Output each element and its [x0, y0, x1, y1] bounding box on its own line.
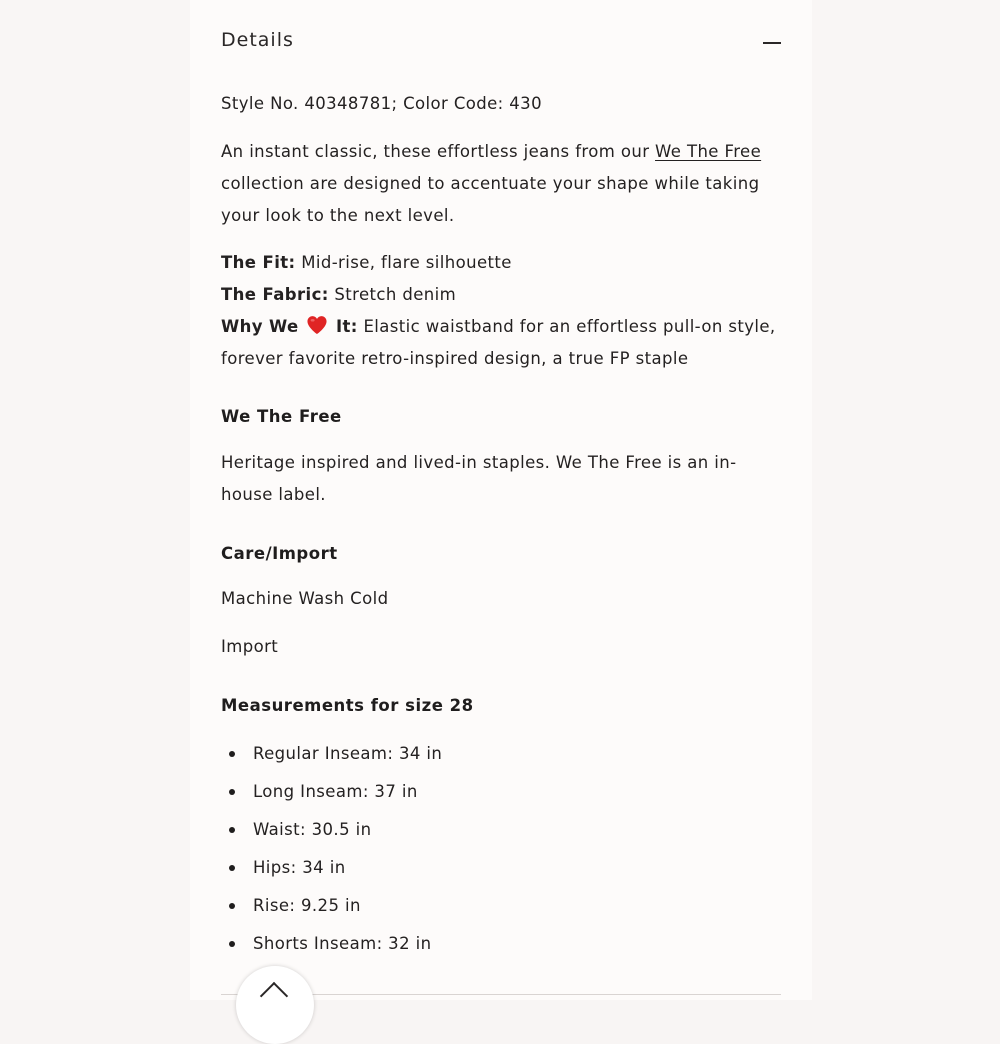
we-the-free-link[interactable]: We The Free — [655, 142, 762, 161]
why-value: Elastic waistband for an effortless pull-on style, forever favorite retro-inspired design, a true FP staple — [221, 317, 776, 368]
fabric-line — [221, 279, 456, 311]
list-item — [221, 738, 442, 776]
style-number: Style No. 40348781; Color Code: 430 — [221, 94, 542, 113]
measurement-text: Waist: 30.5 in — [253, 820, 372, 839]
care-import: Import — [221, 637, 279, 656]
bullet — [229, 827, 235, 833]
measurement-text: Regular Inseam: 34 in — [253, 744, 443, 763]
why-label-start: Why We — [221, 317, 299, 336]
description-text-end: collection are designed to accentuate your shape while taking your look to the next level. — [221, 174, 760, 225]
list-item — [221, 928, 442, 966]
details-panel — [190, 0, 812, 1000]
bullet — [229, 789, 235, 795]
measurements-heading: Measurements for size 28 — [221, 696, 474, 715]
details-title: Details — [221, 29, 294, 51]
fabric-label: The Fabric: — [221, 285, 329, 304]
list-item — [221, 814, 442, 852]
product-description — [221, 136, 781, 232]
measurement-text: Hips: 34 in — [253, 858, 346, 877]
bullet — [229, 751, 235, 757]
measurement-text: Long Inseam: 37 in — [253, 782, 418, 801]
brand-heading: We The Free — [221, 407, 342, 426]
bullet — [229, 903, 235, 909]
list-item — [221, 776, 442, 814]
bullet — [229, 865, 235, 871]
why-we-love-it — [221, 311, 781, 375]
measurement-text: Rise: 9.25 in — [253, 896, 361, 915]
measurements-list — [221, 738, 442, 966]
measurement-text: Shorts Inseam: 32 in — [253, 934, 432, 953]
heart-icon — [306, 314, 328, 334]
why-label-end: It: — [335, 317, 358, 336]
scroll-to-top-button[interactable] — [236, 966, 314, 1044]
fabric-value: Stretch denim — [328, 285, 457, 304]
fit-label: The Fit: — [221, 253, 296, 272]
chevron-up-icon — [260, 982, 288, 1010]
list-item — [221, 852, 442, 890]
care-wash: Machine Wash Cold — [221, 589, 389, 608]
list-item — [221, 890, 442, 928]
brand-description: Heritage inspired and lived-in staples. We The Free is an in-house label. — [221, 453, 737, 504]
fit-value: Mid-rise, flare silhouette — [295, 253, 512, 272]
minus-icon[interactable] — [763, 42, 781, 44]
care-heading: Care/Import — [221, 544, 338, 563]
fit-line — [221, 247, 512, 279]
description-text-start: An instant classic, these effortless jeans from our — [221, 142, 656, 161]
details-accordion-header[interactable] — [221, 26, 781, 62]
bullet — [229, 941, 235, 947]
